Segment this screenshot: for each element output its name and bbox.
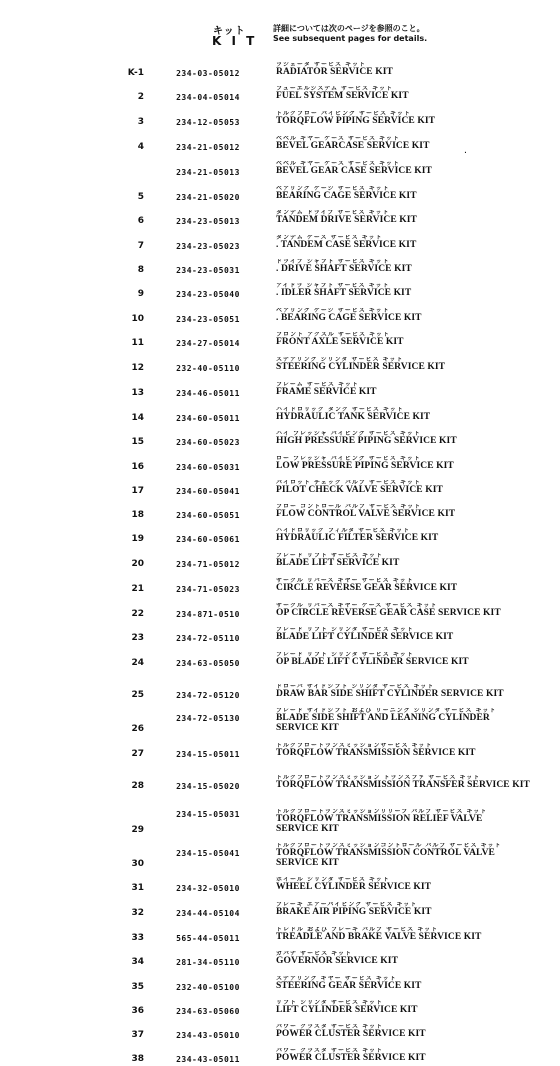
part-number: 234-72-05120 (176, 691, 240, 700)
item-number: 37 (131, 1030, 144, 1040)
description-jp: トルクフロートランスミッションコントロール バルブ サービス キット (276, 842, 502, 849)
part-number: 232-40-05110 (176, 364, 240, 373)
part-number: 234-43-05011 (176, 1055, 240, 1064)
item-number: 7 (137, 241, 144, 251)
description-jp: パワー クラスタ サービス キット (276, 1023, 383, 1030)
description-jp: ガバナ サービス キット (276, 950, 353, 957)
part-number: 234-21-05012 (176, 143, 240, 152)
item-number: 14 (131, 413, 144, 423)
description-en: TORQFLOW TRANSMISSION RELIEF VALVE (276, 814, 483, 825)
part-number: 234-23-05040 (176, 290, 240, 299)
description-en: . BEARING CAGE SERVICE KIT (276, 313, 422, 324)
description-en: TANDEM DRIVE SERVICE KIT (276, 215, 417, 226)
kit-row (0, 793, 560, 837)
kit-description (268, 332, 560, 348)
kit-description (268, 809, 560, 835)
kit-row (0, 400, 560, 425)
part-number: 234-871-0510 (176, 610, 240, 619)
description-en: FRONT AXLE SERVICE KIT (276, 337, 404, 348)
kit-description (268, 743, 560, 759)
kit-row (0, 596, 560, 621)
kit-row (0, 253, 560, 277)
kit-description (268, 259, 560, 275)
description-en: WHEEL CYLINDER SERVICE KIT (276, 882, 432, 893)
part-number: 232-40-05100 (176, 983, 240, 992)
kit-row (0, 326, 560, 350)
description-jp: サークル リバース ギヤー ケース サービス キット (276, 602, 438, 609)
part-number: 234-23-05051 (176, 315, 240, 324)
kit-description (268, 708, 560, 734)
item-number: 13 (131, 388, 144, 398)
description-jp: ステアリング シリンダ サービス キット (276, 356, 404, 363)
description-jp: アイドラ シャフト サービス キット (276, 282, 390, 289)
kit-description (268, 235, 560, 251)
kit-description (268, 877, 560, 893)
item-number: 24 (131, 658, 144, 668)
item-number: 15 (131, 437, 144, 447)
kit-row (0, 80, 560, 104)
item-number: 3 (137, 117, 144, 127)
kit-row (0, 375, 560, 400)
kit-row (0, 761, 560, 793)
description-en: BRAKE AIR PIPING SERVICE KIT (276, 907, 432, 918)
item-number: 38 (131, 1054, 144, 1064)
part-number: 565-44-05011 (176, 934, 240, 943)
item-number: 35 (131, 982, 144, 992)
description-en: OP BLADE LIFT CYLINDER SERVICE KIT (276, 657, 469, 668)
description-jp: パイロット チェック バルブ サービス キット (276, 479, 421, 486)
description-en: LIFT CYLINDER SERVICE KIT (276, 1005, 418, 1016)
kit-row (0, 895, 560, 920)
kit-row (0, 104, 560, 129)
item-number: 5 (137, 192, 144, 202)
part-number: 234-15-05020 (176, 782, 240, 791)
kit-row (0, 1018, 560, 1042)
kit-description (268, 136, 560, 152)
kit-description (268, 603, 560, 619)
part-number: 234-15-05011 (176, 750, 240, 759)
part-number: 234-60-05061 (176, 535, 240, 544)
part-number: 234-60-05031 (176, 463, 240, 472)
kit-row (0, 969, 560, 994)
item-number: 28 (131, 781, 144, 791)
kit-row (0, 945, 560, 969)
kit-description (268, 843, 560, 869)
item-number: 25 (131, 690, 144, 700)
kit-description (268, 186, 560, 202)
description-jp: ブレード リフト シリンダ サービス キット (276, 626, 414, 633)
kit-description (268, 553, 560, 569)
kit-row (0, 474, 560, 498)
kit-description (268, 431, 560, 447)
description-jp: パワー クラスタ サービス キット (276, 1047, 383, 1054)
kit-description (268, 652, 560, 668)
kit-row (0, 277, 560, 301)
description-en: . DRIVE SHAFT SERVICE KIT (276, 264, 412, 275)
description-jp: トルクフロートランスミッションリリーフ バルブ サービス キット (276, 808, 488, 815)
description-en: RADIATOR SERVICE KIT (276, 67, 393, 78)
description-jp: トルクフロートランスミッションサービス キット (276, 742, 433, 749)
kit-row (0, 571, 560, 596)
kit-description (268, 480, 560, 496)
item-number: 22 (131, 609, 144, 619)
description-en: HYDRAULIC TANK SERVICE KIT (276, 412, 431, 423)
item-number: 30 (131, 859, 144, 869)
description-en: TORQFLOW TRANSMISSION TRANSFER SERVICE KIT (276, 780, 530, 791)
page-header (0, 22, 560, 52)
kit-row (0, 670, 560, 702)
kit-row (0, 498, 560, 522)
description-en: POWER CLUSTER SERVICE KIT (276, 1029, 426, 1040)
part-number: 234-27-05014 (176, 339, 240, 348)
description-jp: トルクフロー パイピング サービス キット (276, 110, 411, 117)
description-jp: ステアリング ギヤー サービス キット (276, 975, 397, 982)
kit-description (268, 902, 560, 918)
part-number: 234-60-05051 (176, 511, 240, 520)
description-jp: ロー プレッシャ パイピング サービス キット (276, 455, 421, 462)
description-en: TORQFLOW TRANSMISSION CONTROL VALVE (276, 848, 495, 859)
description-jp: ベベル ギヤー ケース サービス キット (276, 160, 400, 167)
description-en: STEERING GEAR SERVICE KIT (276, 981, 422, 992)
kit-row (0, 736, 560, 761)
part-number: 234-21-05013 (176, 168, 240, 177)
kit-description (268, 308, 560, 324)
kit-description (268, 357, 560, 373)
kit-row (0, 350, 560, 375)
description-jp: ラジェータ サービス キット (276, 61, 366, 68)
kit-row (0, 546, 560, 571)
part-number: 234-63-05050 (176, 659, 240, 668)
kit-description (268, 504, 560, 520)
item-number: 12 (131, 363, 144, 373)
kit-description (268, 456, 560, 472)
item-number: 11 (131, 338, 144, 348)
kit-description (268, 283, 560, 299)
kit-row (0, 522, 560, 546)
description-jp: ブレード サイドシフト および リーニング シリンダ サービス キット (276, 707, 497, 714)
description-en: OP CIRCLE REVERSE GEAR CASE SERVICE KIT (276, 608, 501, 619)
description-en: BEARING CAGE SERVICE KIT (276, 191, 417, 202)
kit-description (268, 976, 560, 992)
kit-list (0, 56, 560, 1066)
part-number: 234-60-05023 (176, 438, 240, 447)
item-number: 17 (131, 486, 144, 496)
description-jp: リフト シリンダ サービス キット (276, 999, 383, 1006)
part-number: 234-23-05023 (176, 242, 240, 251)
description-en: PILOT CHECK VALVE SERVICE KIT (276, 485, 443, 496)
description-en: FRAME SERVICE KIT (276, 387, 377, 398)
kit-row (0, 621, 560, 645)
description-jp: トルクフロートランスミッション トランスファ サービス キット (276, 774, 481, 781)
kit-row (0, 994, 560, 1018)
part-number: 234-15-05031 (176, 809, 240, 819)
part-number: 234-03-05012 (176, 69, 240, 78)
item-number: 27 (131, 749, 144, 759)
description-en: HYDRAULIC FILTER SERVICE KIT (276, 533, 439, 544)
item-number: 33 (131, 933, 144, 943)
description-jp: トレドル および ブレーキ バルブ サービス キット (276, 926, 439, 933)
kit-row (0, 56, 560, 80)
part-number: 234-46-05011 (176, 389, 240, 398)
kit-row (0, 204, 560, 228)
description-en: BLADE LIFT SERVICE KIT (276, 558, 400, 569)
kit-row (0, 228, 560, 253)
description-jp: ブレード リフト サービス キット (276, 552, 383, 559)
description-jp: ブレード リフト シリンダ サービス キット (276, 651, 414, 658)
description-jp: フレーム サービス キット (276, 381, 359, 388)
part-number: 234-71-05023 (176, 585, 240, 594)
part-number: 234-23-05013 (176, 217, 240, 226)
item-number: 31 (131, 883, 144, 893)
kit-description (268, 111, 560, 127)
description-jp: ベベル ギヤー ケース サービス キット (276, 135, 400, 142)
detail-note-en: See subsequent pages for details. (273, 34, 428, 43)
description-en: FUEL SYSTEM SERVICE KIT (276, 91, 409, 102)
description-en: SERVICE KIT (276, 723, 339, 734)
item-number: 23 (131, 633, 144, 643)
description-en: BEVEL GEARCASE SERVICE KIT (276, 141, 430, 152)
description-en: SERVICE KIT (276, 824, 339, 835)
kit-description (268, 927, 560, 943)
description-en: POWER CLUSTER SERVICE KIT (276, 1053, 426, 1064)
description-jp: サークル リバース ギヤー サービス キット (276, 577, 414, 584)
description-en: GOVERNOR SERVICE KIT (276, 956, 399, 967)
item-number: 32 (131, 908, 144, 918)
kit-row (0, 920, 560, 945)
description-en: . TANDEM CASE SERVICE KIT (276, 240, 417, 251)
item-number: 36 (131, 1006, 144, 1016)
item-number: 26 (131, 724, 144, 734)
item-number: 8 (137, 265, 144, 275)
part-number: 234-60-05011 (176, 414, 240, 423)
item-number: 9 (137, 289, 144, 299)
kit-row (0, 154, 560, 179)
description-en: STEERING CYLINDER SERVICE KIT (276, 362, 446, 373)
description-jp: ベアリング ケージ サービス キット (276, 307, 390, 314)
description-jp: フロント アクスル サービス キット (276, 331, 390, 338)
description-jp: タンデム ケース サービス キット (276, 234, 383, 241)
description-jp: ベアリング ケージ サービス キット (276, 185, 390, 192)
description-jp: フューエルシステム サービス キット (276, 85, 394, 92)
kit-row (0, 1042, 560, 1066)
kit-description (268, 627, 560, 643)
kit-description (268, 951, 560, 967)
kit-row (0, 301, 560, 326)
item-number: 10 (131, 314, 144, 324)
description-jp: ハイ プレッシャ パイピング サービス キット (276, 430, 421, 437)
description-en: DRAW BAR SIDE SHIFT CYLINDER SERVICE KIT (276, 689, 504, 700)
kit-description (268, 407, 560, 423)
kit-description (268, 684, 560, 700)
item-number: 18 (131, 510, 144, 520)
description-en: TORQFLOW PIPING SERVICE KIT (276, 116, 436, 127)
part-number: 281-34-05110 (176, 958, 240, 967)
kit-row (0, 837, 560, 871)
part-number: 234-21-05020 (176, 193, 240, 202)
part-number: 234-63-05060 (176, 1007, 240, 1016)
description-en: BLADE SIDE SHIFT AND LEANING CYLINDER (276, 713, 490, 724)
part-number: 234-23-05031 (176, 266, 240, 275)
description-jp: ドライブ シャフト サービス キット (276, 258, 390, 265)
part-number: 234-43-05010 (176, 1031, 240, 1040)
item-number: 19 (131, 534, 144, 544)
item-number: 6 (137, 216, 144, 226)
description-en: BEVEL GEAR CASE SERVICE KIT (276, 166, 432, 177)
description-en: . IDLER SHAFT SERVICE KIT (276, 288, 412, 299)
kit-description (268, 1048, 560, 1064)
dot-mark: · (463, 148, 467, 159)
part-number: 234-44-05104 (176, 909, 240, 918)
description-en: SERVICE KIT (276, 858, 339, 869)
kit-description (268, 528, 560, 544)
kit-heading-en: K I T (212, 34, 258, 48)
description-en: TREADLE AND BRAKE VALVE SERVICE KIT (276, 932, 482, 943)
item-number: 20 (131, 559, 144, 569)
detail-note-jp: 詳細については次のページを参照のこと。 (273, 24, 425, 33)
item-number: 2 (137, 92, 144, 102)
part-number: 234-60-05041 (176, 487, 240, 496)
description-jp: ホイール シリンダ サービス キット (276, 876, 390, 883)
kit-description (268, 62, 560, 78)
kit-row (0, 702, 560, 736)
part-number: 234-32-05010 (176, 884, 240, 893)
description-en: HIGH PRESSURE PIPING SERVICE KIT (276, 436, 457, 447)
item-number: 4 (137, 142, 144, 152)
part-number: 234-72-05110 (176, 634, 240, 643)
part-number: 234-12-05053 (176, 118, 240, 127)
kit-row (0, 179, 560, 204)
part-number: 234-71-05012 (176, 560, 240, 569)
description-jp: タンデム ドライブ サービス キット (276, 209, 390, 216)
item-number: K-1 (127, 68, 144, 78)
description-en: LOW PRESSURE PIPING SERVICE KIT (276, 461, 454, 472)
kit-description (268, 86, 560, 102)
kit-row (0, 449, 560, 474)
kit-description (268, 382, 560, 398)
kit-description (268, 578, 560, 594)
description-en: BLADE LIFT CYLINDER SERVICE KIT (276, 632, 454, 643)
description-en: TORQFLOW TRANSMISSION SERVICE KIT (276, 748, 476, 759)
item-number: 34 (131, 957, 144, 967)
part-number: 234-15-05041 (176, 848, 240, 858)
kit-description (268, 775, 560, 791)
description-jp: フロー コントロール バルブ サービス キット (276, 503, 422, 510)
part-number: 234-72-05130 (176, 713, 240, 723)
description-en: CIRCLE REVERSE GEAR SERVICE KIT (276, 583, 458, 594)
item-number: 29 (131, 825, 144, 835)
kit-row (0, 425, 560, 449)
item-number: 16 (131, 462, 144, 472)
part-number: 234-04-05014 (176, 93, 240, 102)
description-jp: ブレーキ エアーパイピング サービス キット (276, 901, 418, 908)
kit-row (0, 129, 560, 154)
kit-row (0, 871, 560, 895)
kit-description (268, 1024, 560, 1040)
description-jp: ドローバ サイドシフト シリンダ サービス キット (276, 683, 435, 690)
kit-heading-jp: キット (213, 26, 246, 37)
item-number: 21 (131, 584, 144, 594)
description-jp: ハイドロリック フィルタ サービス キット (276, 527, 411, 534)
kit-row (0, 645, 560, 670)
description-jp: ハイドロリック タンク サービス キット (276, 406, 404, 413)
description-en: FLOW CONTROL VALVE SERVICE KIT (276, 509, 456, 520)
kit-description (268, 161, 560, 177)
kit-description (268, 210, 560, 226)
kit-description (268, 1000, 560, 1016)
